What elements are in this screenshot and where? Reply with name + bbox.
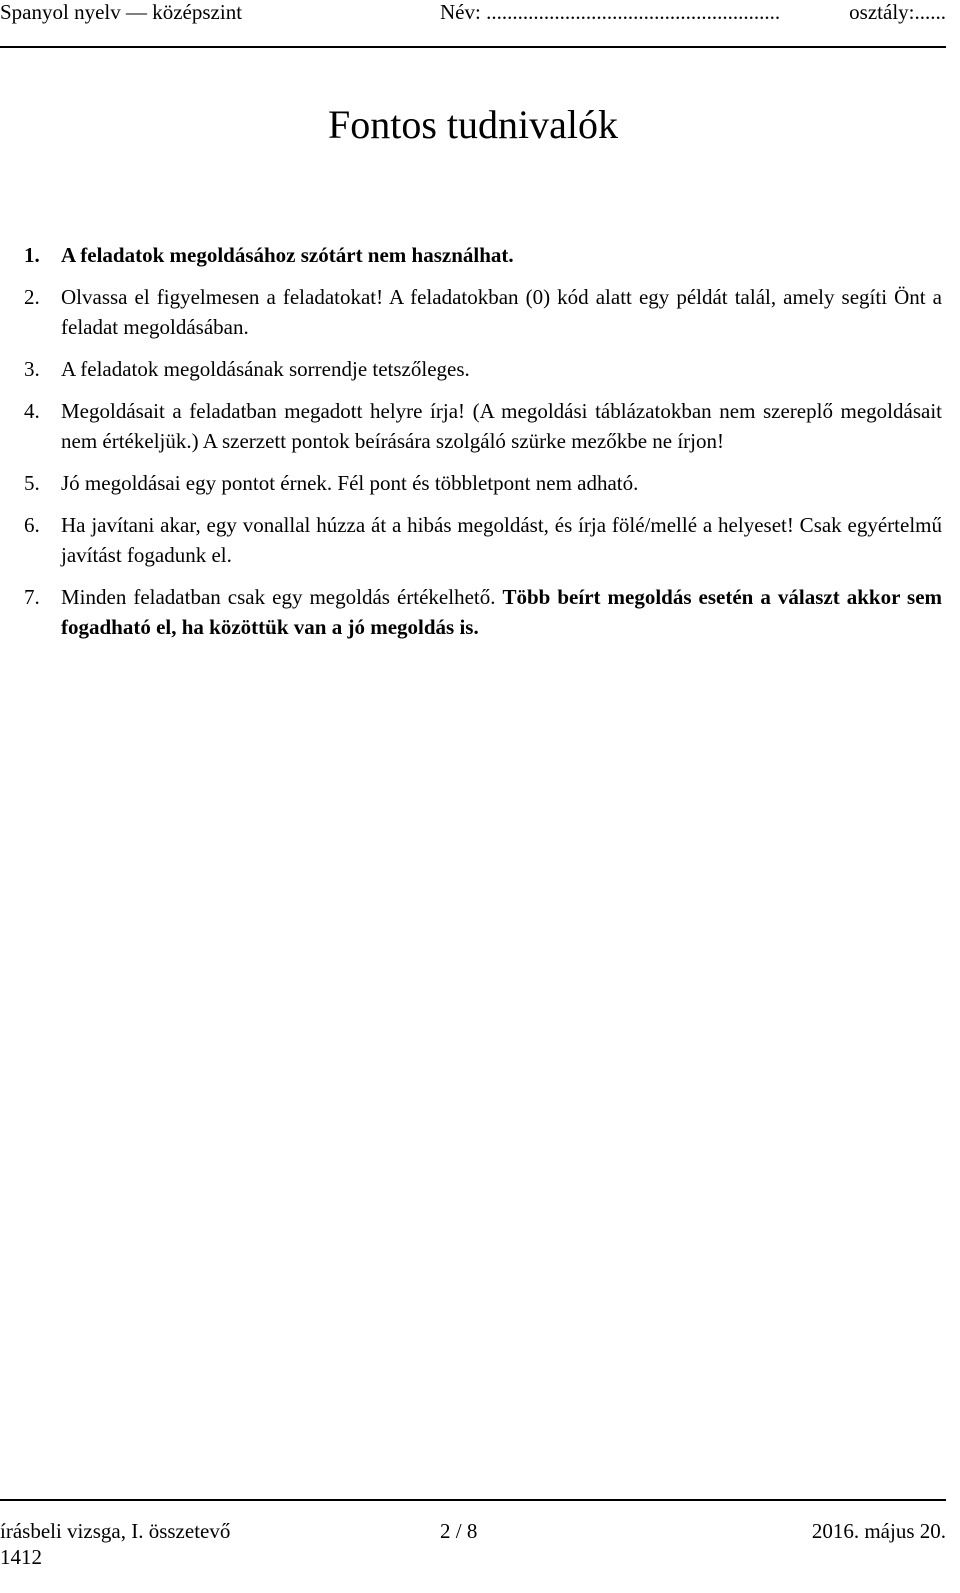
list-item xyxy=(24,510,942,570)
list-item-number: 2. xyxy=(24,285,40,309)
header-subject: Spanyol nyelv — középszint xyxy=(0,0,243,24)
list-item-number: 1. xyxy=(24,243,40,267)
list-item-number: 3. xyxy=(24,357,40,381)
footer-page-number: 2 / 8 xyxy=(440,1519,478,1543)
list-item-number: 6. xyxy=(24,513,40,537)
list-item xyxy=(24,282,942,342)
list-item xyxy=(24,468,942,498)
list-item xyxy=(24,240,942,270)
list-item xyxy=(24,582,942,642)
list-item-text: A feladatok megoldásához szótárt nem használhat. xyxy=(61,243,514,267)
instructions-list xyxy=(24,240,942,654)
list-item-number: 7. xyxy=(24,585,40,609)
list-item-text: A feladatok megoldásának sorrendje tetszőleges. xyxy=(61,357,470,381)
list-item xyxy=(24,396,942,456)
footer-divider xyxy=(0,1499,946,1501)
header-class-field: osztály:...... xyxy=(849,0,946,24)
list-item-bold-text: Több beírt megoldás esetén a választ akkor sem fogadható el, ha közöttük van a jó megoldás is. xyxy=(61,585,943,639)
footer-code: 1412 xyxy=(0,1545,42,1569)
header-divider xyxy=(0,46,946,48)
list-item-number: 4. xyxy=(24,399,40,423)
footer-date: 2016. május 20. xyxy=(811,1519,946,1543)
page-title: Fontos tudnivalók xyxy=(327,102,619,147)
list-item xyxy=(24,354,942,384)
footer-exam-label: írásbeli vizsga, I. összetevő xyxy=(0,1519,231,1543)
list-item-text: Minden feladatban csak egy megoldás értékelhető. xyxy=(61,585,503,609)
list-item-number: 5. xyxy=(24,471,40,495)
header-name-field: Név: ........................................................ xyxy=(440,0,781,24)
page-header xyxy=(0,0,946,34)
list-item-text: Jó megoldásai egy pontot érnek. Fél pont és többletpont nem adható. xyxy=(61,471,639,495)
list-item-text: Olvassa el figyelmesen a feladatokat! A feladatokban (0) kód alatt egy példát talál, amely segíti Önt a feladat megoldásában. xyxy=(61,285,942,339)
list-item-text: Megoldásait a feladatban megadott helyre írja! (A megoldási táblázatokban nem szereplő megoldásait nem értékeljük.) A szerzett pontok beírására szolgáló szürke mezőkbe ne írjon! xyxy=(61,399,942,453)
list-item-text: Ha javítani akar, egy vonallal húzza át a hibás megoldást, és írja fölé/mellé a helyeset! Csak egyértelmű javítást fogadunk el. xyxy=(61,513,942,567)
